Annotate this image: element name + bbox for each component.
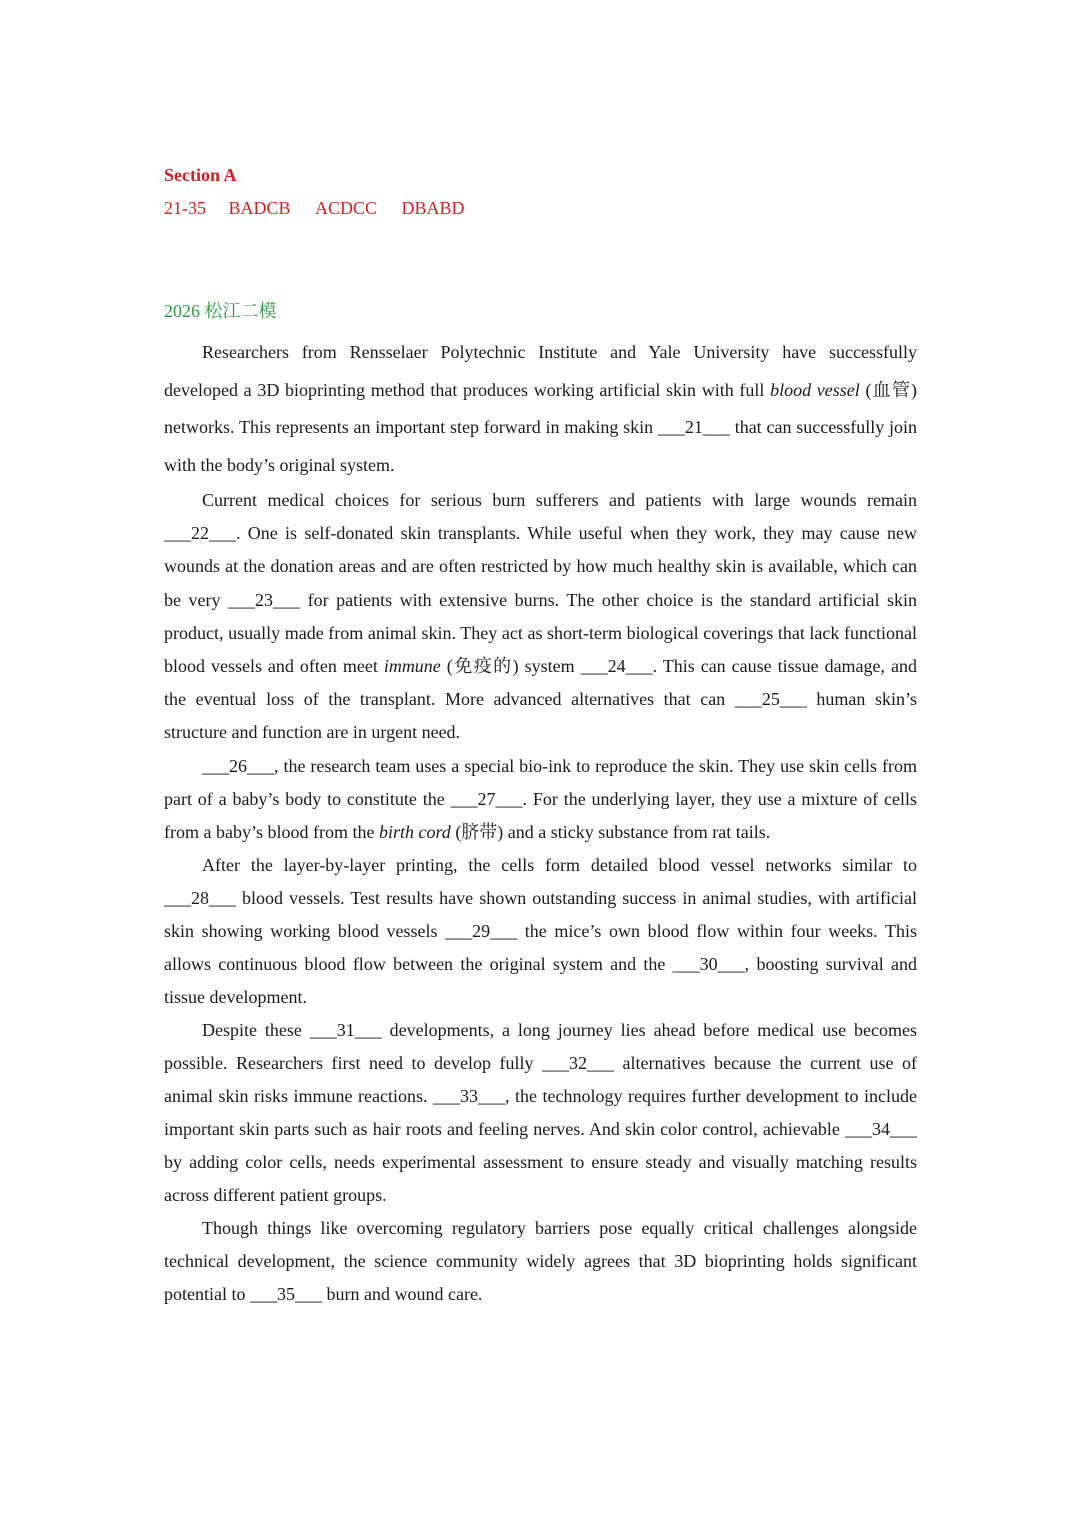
text-run: , the technology requires further development to include important skin parts such as hair roots and feeling nerves. And skin color control, achievable xyxy=(164,1085,917,1139)
blank-28: ___28___ xyxy=(164,887,236,908)
italic-term: blood vessel xyxy=(770,379,860,400)
blank-23: ___23___ xyxy=(228,589,301,610)
text-run: by adding color cells, needs experimental assessment to ensure steady and visually matching results across different patient groups. xyxy=(164,1151,917,1205)
blank-26: ___26___ xyxy=(202,755,274,776)
answer-group-3: DBABD xyxy=(401,198,465,218)
answer-key xyxy=(164,196,465,220)
text-run: alternatives because the current use of animal skin risks immune reactions. xyxy=(164,1052,918,1106)
text-run: Researchers from Rensselaer Polytechnic Institute and Yale University have successfully developed a 3D bioprinting method that produces working artificial skin with full xyxy=(164,342,917,400)
text-run: developments, a long journey lies ahead before medical use becomes possible. Researchers first need to develop fully xyxy=(164,1019,918,1073)
answer-group-1: BADCB xyxy=(228,198,291,218)
paragraph-4 xyxy=(164,849,917,1014)
paragraph-3 xyxy=(164,750,917,849)
text-run: the mice’s own blood flow within four weeks. This allows continuous blood flow between the original system and the xyxy=(164,920,917,974)
text-run: for patients with extensive burns. The other choice is the standard artificial skin product, usually made from animal skin. They act as short-term biological coverings that lack functional blood vessels and often meet xyxy=(164,589,917,677)
blank-35: ___35___ xyxy=(249,1283,322,1304)
section-title: Section A xyxy=(164,165,237,185)
italic-term: immune xyxy=(383,656,441,677)
text-run: human skin’s structure and function are in urgent need. xyxy=(164,689,917,743)
text-run: Despite these xyxy=(202,1019,310,1040)
answer-range: 21-35 xyxy=(164,198,206,218)
text-run: . One is self-donated skin transplants. While useful when they work, they may cause new wounds at the donation areas and are often restricted by how much healthy skin is available, which can be very xyxy=(164,523,917,610)
paragraph-6 xyxy=(164,1212,917,1311)
blank-34: ___34___ xyxy=(845,1118,917,1139)
text-run: . This can cause tissue damage, and the eventual loss of the transplant. More advanced alternatives that can xyxy=(164,656,917,710)
paragraph-2 xyxy=(164,484,917,750)
blank-31: ___31___ xyxy=(309,1019,382,1040)
text-run: (免疫的) system xyxy=(440,656,581,677)
passage-source: 2026 松江二模 xyxy=(164,301,277,321)
text-run: that can successfully join with the body’s original system. xyxy=(164,417,917,475)
text-run: Current medical choices for serious burn sufferers and patients with large wounds remain xyxy=(202,490,917,510)
text-run: , the research team uses a special bio-ink to reproduce the skin. They use skin cells from part of a baby’s body to constitute the xyxy=(164,755,917,809)
paragraph-1 xyxy=(164,334,917,484)
text-run: burn and wound care. xyxy=(321,1283,483,1304)
blank-27: ___27___ xyxy=(450,788,523,809)
passage xyxy=(164,334,917,1311)
blank-32: ___32___ xyxy=(542,1052,615,1073)
answer-group-2: ACDCC xyxy=(315,198,378,218)
text-run: (脐带) and a sticky substance from rat tails. xyxy=(450,821,771,842)
blank-22: ___22___ xyxy=(164,523,236,544)
text-run: After the layer-by-layer printing, the cells form detailed blood vessel networks similar to xyxy=(202,854,917,875)
paragraph-5 xyxy=(164,1014,917,1212)
blank-30: ___30___ xyxy=(672,953,745,974)
blank-25: ___25___ xyxy=(734,689,807,710)
blank-33: ___33___ xyxy=(433,1085,506,1106)
italic-term: birth cord xyxy=(378,821,451,842)
blank-21: ___21___ xyxy=(657,417,730,437)
text-run: blood vessels. Test results have shown outstanding success in animal studies, with artificial skin showing working blood vessels xyxy=(164,887,917,941)
text-run: , boosting survival and tissue development. xyxy=(164,953,917,1007)
text-run: (血管) networks. This represents an important step forward in making skin xyxy=(164,379,917,437)
text-run: . For the underlying layer, they use a mixture of cells from a baby’s blood from the xyxy=(164,788,917,842)
blank-24: ___24___ xyxy=(580,656,653,677)
blank-29: ___29___ xyxy=(445,920,518,941)
text-run: Though things like overcoming regulatory barriers pose equally critical challenges alongside technical development, the science community widely agrees that 3D bioprinting holds significant potential to xyxy=(164,1217,917,1304)
